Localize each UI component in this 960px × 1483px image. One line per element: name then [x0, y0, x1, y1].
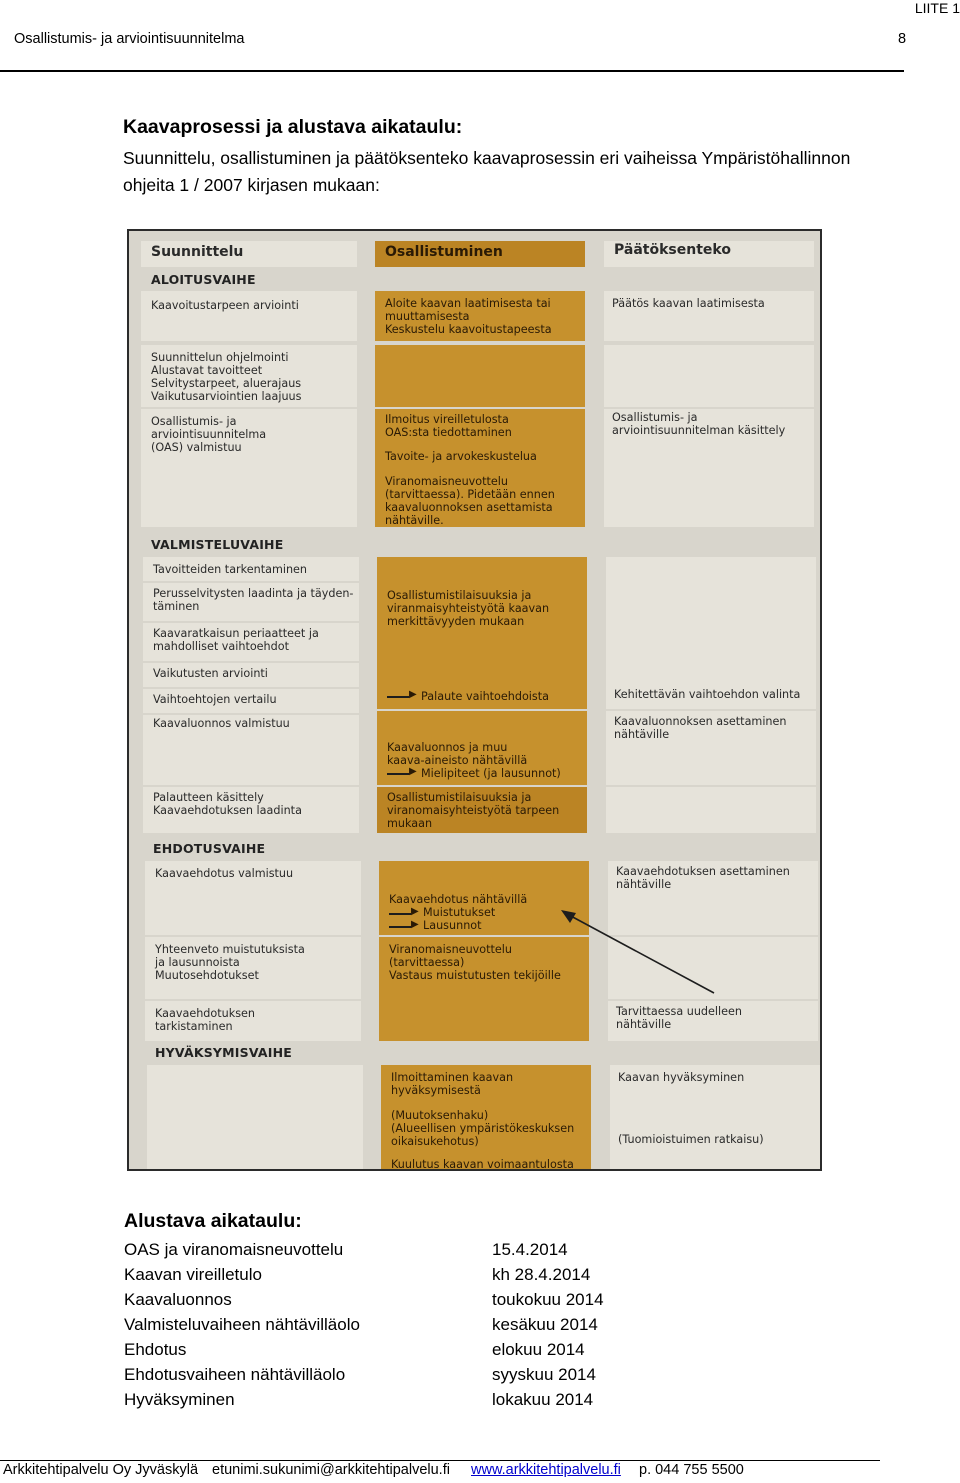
suunnittelu-step-6: Kaavaratkaisun periaatteet ja mahdolliset vaihtoehdot	[143, 623, 359, 661]
suunnittelu-step-5: Perusselvitysten laadinta ja täyden- täminen	[143, 583, 359, 621]
column-header-osallistuminen: Osallistuminen	[375, 241, 585, 267]
suunnittelu-step-9: Kaavaluonnos valmistuu	[143, 715, 359, 785]
osallistuminen-step-4: Kaavaluonnos ja muu kaava-aineisto nähtävillä ▶ Mielipiteet (ja lausunnot)	[377, 711, 587, 785]
process-diagram	[127, 229, 822, 1171]
paatoksenteko-step-2: Osallistumis- ja arviointisuunnitelman käsittely	[604, 409, 814, 527]
footer-company: Arkkitehtipalvelu Oy Jyväskylä	[3, 1462, 199, 1478]
schedule-heading: Alustava aikataulu:	[124, 1210, 302, 1232]
osallistuminen-step-7: Viranomaisneuvottelu (tarvittaessa) Vastaus muistutusten tekijöille	[379, 937, 589, 1041]
suunnittelu-step-2: Suunnittelun ohjelmointi Alustavat tavoitteet Selvitystarpeet, aluerajaus Vaikutusarviointien laajuus	[141, 345, 357, 407]
suunnittelu-step-11: Kaavaehdotus valmistuu	[145, 861, 361, 935]
phase-hyvaksymisvaihe: HYVÄKSYMISVAIHE	[155, 1045, 292, 1060]
osallistuminen-step-6: Kaavaehdotus nähtävillä ▶ Muistutukset ▶ Lausunnot	[379, 861, 589, 935]
column-header-suunnittelu: Suunnittelu	[141, 241, 357, 267]
appendix-label: LIITE 1	[914, 0, 960, 16]
osallistuminen-step-8: Ilmoittaminen kaavan hyväksymisestä (Muutoksenhaku) (Alueellisen ympäristökeskuksen oikaisukehotus) Kuulutus kaavan voimaantulosta	[381, 1065, 591, 1169]
footer-email: etunimi.sukunimi@arkkitehtipalvelu.fi	[212, 1462, 450, 1478]
suunnittelu-step-10: Palautteen käsittely Kaavaehdotuksen laadinta	[143, 787, 359, 833]
process-intro: Suunnittelu, osallistuminen ja päätöksenteko kaavaprosessin eri vaiheissa Ympäristöhallinnon ohjeita 1 / 2007 kirjasen mukaan:	[123, 148, 851, 195]
paatoksenteko-step-6: Tarvittaessa uudelleen nähtäville	[608, 1001, 818, 1041]
paatoksenteko-step-3: Kehitettävän vaihtoehdon valinta	[606, 557, 816, 709]
osallistuminen-step-5: Osallistumistilaisuuksia ja viranomaisyhteistyötä tarpeen mukaan	[377, 787, 587, 833]
paatoksenteko-step-7: Kaavan hyväksyminen (Tuomioistuimen ratkaisu)	[610, 1065, 820, 1169]
paatoksenteko-step-1: Päätös kaavan laatimisesta	[604, 291, 814, 341]
suunnittelu-step-8: Vaihtoehtojen vertailu	[143, 689, 359, 713]
osallistuminen-step-3: Osallistumistilaisuuksia ja viranmaisyhteistyötä kaavan merkittävyyden mukaan ▶ Palaute vaihtoehdoista	[377, 557, 587, 709]
phase-ehdotusvaihe: EHDOTUSVAIHE	[153, 841, 266, 856]
footer-divider	[0, 1460, 880, 1461]
footer-phone: p. 044 755 5500	[639, 1462, 744, 1478]
suunnittelu-step-12: Yhteenveto muistutuksista ja lausunnoista Muutosehdotukset	[145, 937, 361, 999]
process-heading: Kaavaprosessi ja alustava aikataulu:	[123, 116, 463, 138]
arrow-head-icon: ▶	[411, 919, 419, 930]
footer-website-link[interactable]: www.arkkitehtipalvelu.fi	[471, 1462, 621, 1478]
suunnittelu-step-13: Kaavaehdotuksen tarkistaminen	[145, 1001, 361, 1041]
arrow-head-icon: ▶	[409, 766, 417, 777]
suunnittelu-step-1: Kaavoitustarpeen arviointi	[141, 291, 357, 341]
suunnittelu-empty-hyvaksymis	[147, 1065, 363, 1169]
document-title: Osallistumis- ja arviointisuunnitelma	[14, 31, 245, 47]
osallistuminen-step-2: Ilmoitus vireilletulosta OAS:sta tiedottaminen Tavoite- ja arvokeskustelua Viranomaisneuvottelu (tarvittaessa). Pidetään ennen kaavaluonnoksen asettamista nähtäville.	[375, 409, 585, 527]
page-number: 8	[898, 31, 907, 47]
paatoksenteko-step-4: Kaavaluonnoksen asettaminen nähtäville	[606, 711, 816, 785]
paatoksenteko-step-5: Kaavaehdotuksen asettaminen nähtäville	[608, 861, 818, 935]
suunnittelu-step-3: Osallistumis- ja arviointisuunnitelma (OAS) valmistuu	[141, 409, 357, 527]
arrow-head-icon: ▶	[411, 906, 419, 917]
phase-aloitusvaihe: ALOITUSVAIHE	[151, 272, 256, 287]
column-header-paatoksenteko: Päätöksenteko	[604, 241, 814, 267]
suunnittelu-step-7: Vaikutusten arviointi	[143, 663, 359, 687]
header-divider	[0, 70, 904, 72]
arrow-head-icon: ▶	[409, 689, 417, 700]
osallistuminen-step-1: Aloite kaavan laatimisesta tai muuttamisesta Keskustelu kaavoitustapeesta	[375, 291, 585, 341]
suunnittelu-step-4: Tavoitteiden tarkentaminen	[143, 557, 359, 581]
return-arrow	[129, 231, 822, 1171]
phase-valmisteluvaihe: VALMISTELUVAIHE	[151, 537, 284, 552]
